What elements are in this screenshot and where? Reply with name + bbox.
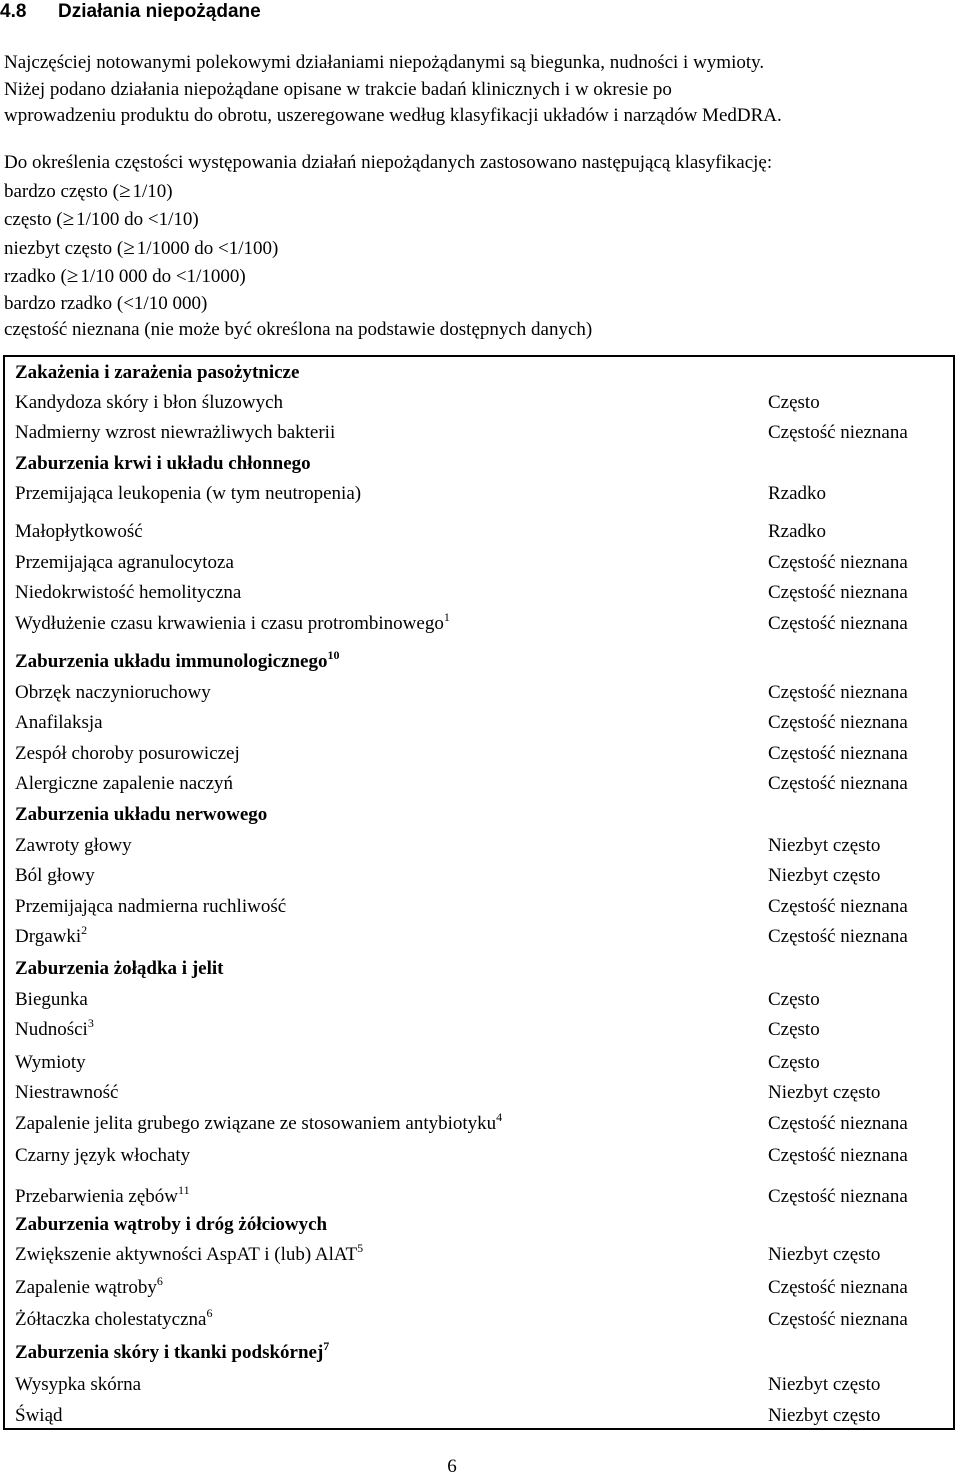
intro-line: wprowadzeniu produktu do obrotu, uszeregowane według klasyfikacji układów i narządów MedDRA. — [4, 105, 782, 126]
term-text: Zwiększenie aktywności AspAT i (lub) AlAT — [15, 1244, 358, 1265]
intro-paragraph — [4, 50, 944, 130]
section-heading — [0, 0, 940, 24]
footnote-ref: 3 — [87, 1016, 94, 1030]
reaction-frequency: Często — [768, 989, 820, 1010]
reaction-frequency: Niezbyt często — [768, 1374, 881, 1395]
term-text: Wysypka skórna — [15, 1374, 142, 1395]
term-text: Zaburzenia wątroby i dróg żółciowych — [15, 1214, 328, 1235]
term-text: Zaburzenia układu immunologicznego — [15, 651, 328, 672]
term-text: Obrzęk naczynioruchowy — [15, 682, 211, 703]
reaction-term — [15, 610, 450, 635]
frequency-definition — [4, 291, 772, 318]
footnote-ref: 1 — [443, 610, 450, 624]
frequency-definition — [4, 317, 772, 344]
table-row — [15, 1183, 945, 1214]
term-text: Alergiczne zapalenie naczyń — [15, 773, 234, 794]
organ-class-heading — [15, 804, 267, 826]
page-number: 6 — [447, 1456, 457, 1477]
term-text: Zapalenie jelita grubego związane ze stosowaniem antybiotyku — [15, 1113, 497, 1134]
term-text: Ból głowy — [15, 865, 95, 886]
term-text: Żółtaczka cholestatyczna — [15, 1309, 207, 1330]
reaction-term — [15, 1306, 213, 1331]
frequency-label: bardzo rzadko (<1/10 000) — [4, 292, 208, 314]
table-row — [15, 1405, 945, 1433]
reaction-term — [15, 712, 103, 734]
table-row — [15, 1374, 945, 1402]
organ-class-heading — [15, 362, 299, 384]
organ-class-row — [15, 1214, 945, 1242]
term-text: Wymioty — [15, 1052, 86, 1073]
term-text: Przemijająca agranulocytoza — [15, 552, 234, 573]
reaction-frequency: Częstość nieznana — [768, 1309, 908, 1330]
reaction-term — [15, 1052, 86, 1074]
reaction-term — [15, 582, 241, 604]
frequency-label: niezbyt często ( — [4, 237, 124, 259]
footnote-ref: 11 — [178, 1183, 190, 1197]
table-row — [15, 773, 945, 801]
table-row — [15, 682, 945, 710]
term-text: Zakażenia i zarażenia pasożytnicze — [15, 362, 300, 383]
term-text: Drgawki — [15, 926, 82, 947]
table-row — [15, 1306, 945, 1337]
reaction-frequency: Niezbyt często — [768, 1082, 881, 1103]
footnote-ref: 5 — [357, 1241, 364, 1255]
reaction-term — [15, 989, 88, 1011]
table-row — [15, 1145, 945, 1173]
reaction-frequency: Rzadko — [768, 521, 827, 542]
term-text: Kandydoza skóry i błon śluzowych — [15, 392, 284, 413]
frequency-range: 1/10 000 do <1/1000) — [80, 266, 246, 287]
reaction-term — [15, 896, 286, 918]
organ-class-heading — [15, 1339, 330, 1364]
reaction-frequency: Częstość nieznana — [768, 552, 908, 573]
organ-class-row — [15, 648, 945, 679]
greater-equal-symbol: ≥ — [123, 234, 135, 259]
footnote-ref: 4 — [496, 1110, 503, 1124]
reaction-frequency: Często — [768, 1052, 820, 1073]
reaction-term — [15, 1110, 503, 1135]
term-text: Przebarwienia zębów — [15, 1186, 179, 1207]
reaction-frequency: Częstość nieznana — [768, 773, 908, 794]
reaction-frequency: Częstość nieznana — [768, 682, 908, 703]
organ-class-heading — [15, 1214, 327, 1236]
table-row — [15, 896, 945, 924]
table-row — [15, 835, 945, 863]
reaction-term — [15, 923, 88, 948]
reaction-frequency: Częstość nieznana — [768, 743, 908, 764]
reaction-frequency: Częstość nieznana — [768, 1145, 908, 1166]
term-text: Przemijająca leukopenia (w tym neutropenia) — [15, 483, 362, 504]
term-text: Anafilaksja — [15, 712, 103, 733]
table-row — [15, 923, 945, 954]
term-text: Niedokrwistość hemolityczna — [15, 582, 242, 603]
frequency-range: 1/10) — [132, 180, 173, 202]
table-row — [15, 712, 945, 740]
reaction-term — [15, 835, 132, 857]
frequency-label: częstość nieznana (nie może być określona na podstawie dostępnych danych) — [4, 319, 593, 340]
intro-line: Najczęściej notowanymi polekowymi działaniami niepożądanymi są biegunka, nudności i wymioty. — [4, 52, 765, 73]
table-row — [15, 743, 945, 771]
footnote-ref: 6 — [206, 1306, 213, 1320]
greater-equal-symbol: ≥ — [66, 263, 79, 287]
reaction-frequency: Niezbyt często — [768, 1244, 881, 1265]
frequency-label: często ( — [4, 209, 63, 230]
table-row — [15, 1110, 945, 1141]
table-row — [15, 1052, 945, 1080]
frequency-label: rzadko ( — [4, 266, 67, 287]
reaction-frequency: Częstość nieznana — [768, 896, 908, 917]
reaction-term — [15, 483, 361, 505]
reaction-term — [15, 1145, 190, 1167]
reaction-frequency: Niezbyt często — [768, 1405, 881, 1426]
section-title: Działania niepożądane — [58, 1, 261, 22]
footnote-ref: 7 — [323, 1339, 330, 1353]
reaction-frequency: Rzadko — [768, 483, 827, 504]
term-text: Czarny język włochaty — [15, 1145, 191, 1166]
frequency-label: bardzo często ( — [4, 180, 119, 202]
term-text: Niestrawność — [15, 1082, 119, 1103]
reaction-term — [15, 1016, 94, 1041]
organ-class-heading — [15, 453, 311, 475]
organ-class-row — [15, 958, 945, 986]
term-text: Wydłużenie czasu krwawienia i czasu protrombinowego — [15, 613, 444, 634]
term-text: Zaburzenia układu nerwowego — [15, 804, 268, 825]
reaction-frequency: Często — [768, 392, 820, 413]
reaction-term — [15, 743, 240, 765]
table-row — [15, 552, 945, 580]
table-row — [15, 989, 945, 1017]
reaction-term — [15, 1374, 141, 1396]
term-text: Małopłytkowość — [15, 521, 143, 542]
reaction-term — [15, 1405, 63, 1427]
reaction-frequency: Częstość nieznana — [768, 1186, 908, 1207]
footnote-ref: 6 — [156, 1274, 163, 1288]
section-number: 4.8 — [0, 1, 27, 22]
term-text: Nudności — [15, 1019, 88, 1040]
table-row — [15, 1082, 945, 1110]
reaction-term — [15, 392, 283, 414]
table-row — [15, 392, 945, 420]
table-row — [15, 422, 945, 450]
term-text: Zaburzenia skóry i tkanki podskórnej — [15, 1342, 324, 1363]
organ-class-row — [15, 453, 945, 481]
reaction-frequency: Częstość nieznana — [768, 1113, 908, 1134]
frequency-range: 1/100 do <1/10) — [76, 209, 199, 230]
table-row — [15, 610, 945, 641]
term-text: Przemijająca nadmierna ruchliwość — [15, 896, 287, 917]
organ-class-row — [15, 362, 945, 390]
reaction-term — [15, 422, 335, 444]
frequency-definitions — [4, 177, 772, 344]
greater-equal-symbol: ≥ — [119, 177, 131, 202]
table-row — [15, 483, 945, 511]
reaction-frequency: Częstość nieznana — [768, 712, 908, 733]
reaction-frequency: Niezbyt często — [768, 835, 881, 856]
intro-line: Niżej podano działania niepożądane opisane w trakcie badań klinicznych i w okresie po — [4, 78, 672, 100]
reaction-term — [15, 865, 95, 887]
reaction-term — [15, 1082, 118, 1104]
table-row — [15, 1016, 945, 1047]
footnote-ref: 2 — [81, 923, 88, 937]
reaction-frequency: Częstość nieznana — [768, 613, 908, 634]
term-text: Zapalenie wątroby — [15, 1277, 157, 1298]
organ-class-heading — [15, 648, 340, 673]
table-row — [15, 865, 945, 893]
table-row — [15, 1241, 945, 1272]
reaction-frequency: Często — [768, 1019, 820, 1040]
term-text: Zaburzenia żołądka i jelit — [15, 958, 224, 979]
frequency-classification — [4, 150, 772, 344]
term-text: Świąd — [15, 1405, 63, 1426]
frequency-definition — [4, 177, 772, 206]
frequency-definition — [4, 234, 772, 263]
reaction-frequency: Częstość nieznana — [768, 926, 908, 947]
table-row — [15, 521, 945, 549]
term-text: Nadmierny wzrost niewrażliwych bakterii — [15, 422, 336, 443]
reaction-frequency: Częstość nieznana — [768, 582, 908, 603]
reaction-term — [15, 552, 234, 574]
organ-class-row — [15, 1339, 945, 1370]
adverse-reactions-table — [3, 355, 955, 1430]
footnote-ref: 10 — [327, 648, 340, 662]
term-text: Biegunka — [15, 989, 88, 1010]
reaction-frequency: Częstość nieznana — [768, 422, 908, 443]
reaction-term — [15, 1241, 364, 1266]
frequency-definition — [4, 205, 772, 234]
reaction-term — [15, 521, 143, 543]
organ-class-row — [15, 804, 945, 832]
reaction-frequency: Częstość nieznana — [768, 1277, 908, 1298]
greater-equal-symbol: ≥ — [62, 206, 75, 230]
frequency-definition — [4, 262, 772, 291]
reaction-term — [15, 773, 233, 795]
reaction-frequency: Niezbyt często — [768, 865, 881, 886]
frequency-range: 1/1000 do <1/100) — [136, 237, 279, 259]
frequency-intro: Do określenia częstości występowania działań niepożądanych zastosowano następującą klasyfikację: — [4, 152, 773, 173]
table-row — [15, 582, 945, 610]
organ-class-heading — [15, 958, 223, 980]
reaction-term — [15, 1274, 163, 1299]
reaction-term — [15, 682, 211, 704]
table-row — [15, 1274, 945, 1305]
term-text: Zaburzenia krwi i układu chłonnego — [15, 453, 311, 474]
term-text: Zawroty głowy — [15, 835, 132, 856]
reaction-term — [15, 1183, 190, 1208]
term-text: Zespół choroby posurowiczej — [15, 743, 240, 764]
